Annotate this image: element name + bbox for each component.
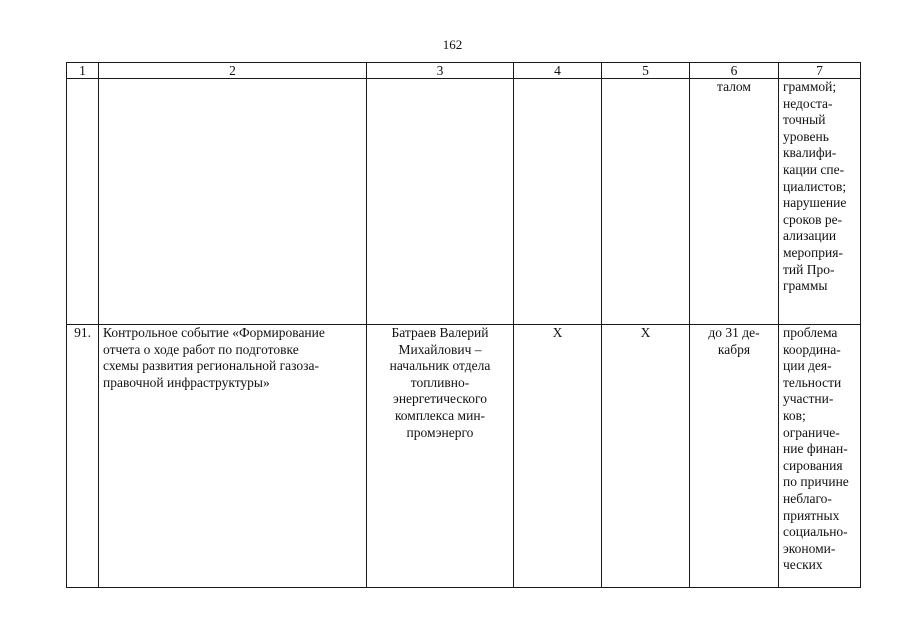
risk-line: социально- [783,524,848,540]
cell-risks [779,79,861,325]
events-table [66,62,861,588]
column-header-7: 7 [779,63,861,79]
risk-line: уровень [783,128,829,144]
risk-line: проблема [783,325,838,340]
cell-event [99,325,367,588]
cell-col4: Х [514,325,602,588]
cell-responsible [367,325,514,588]
cell-responsible [367,79,514,325]
column-header-2: 2 [99,63,367,79]
column-header-1: 1 [67,63,99,79]
risk-line: ограниче- [783,424,840,440]
risk-line: сирования [783,457,843,473]
risk-line: по причине [783,474,849,490]
cell-event [99,79,367,325]
column-header-5: 5 [602,63,690,79]
risk-line: граммой; [783,79,837,94]
risk-line: квалифи- [783,145,837,161]
deadline-line: до 31 де- [708,325,760,340]
risk-line: экономи- [783,540,836,556]
page-number: 162 [442,37,463,52]
risk-line: кации спе- [783,161,845,177]
risk-line: граммы [783,278,828,294]
cell-number: 91. [67,325,99,588]
responsible-line: комплекса мин- [394,407,486,423]
risk-line: участни- [783,391,834,407]
risk-line: приятных [783,507,840,523]
risk-line: неблаго- [783,490,832,506]
risk-line: ков; [783,407,806,423]
table-row-continuation [67,79,861,325]
responsible-line: начальник отдела [389,358,491,374]
deadline-line: кабря [717,341,751,357]
cell-number [67,79,99,325]
risk-line: тий Про- [783,261,835,277]
responsible-line: промэнерго [406,424,474,440]
table-row-91 [67,325,861,588]
risk-line: тельности [783,374,842,390]
risk-line: ции дея- [783,358,832,374]
cell-deadline: талом [690,79,779,325]
responsible-line: топливно- [410,374,470,390]
risk-line: ние финан- [783,441,848,457]
cell-col4 [514,79,602,325]
column-header-4: 4 [514,63,602,79]
risk-line: координа- [783,341,841,357]
responsible-line: Батраев Валерий [391,325,489,340]
cell-deadline [690,325,779,588]
risk-line: сроков ре- [783,211,843,227]
cell-col5 [602,79,690,325]
risk-line: ализации [783,228,837,244]
risk-line: мероприя- [783,244,843,260]
column-header-6: 6 [690,63,779,79]
cell-risks [779,325,861,588]
event-line: правочной инфраструктуры» [103,374,270,390]
risk-line: нарушение [783,195,847,211]
responsible-line: энергетического [393,391,487,407]
table-header-row [67,63,861,79]
risk-line: ческих [783,557,823,573]
risk-line: недоста- [783,95,833,111]
event-line: схемы развития региональной газоза- [103,358,319,374]
responsible-line: Михайлович – [398,341,482,357]
event-line: отчета о ходе работ по подготовке [103,341,299,357]
risk-line: точный [783,112,826,128]
column-header-3: 3 [367,63,514,79]
cell-col5: Х [602,325,690,588]
risk-line: циалистов; [783,178,847,194]
event-line: Контрольное событие «Формирование [103,325,325,340]
